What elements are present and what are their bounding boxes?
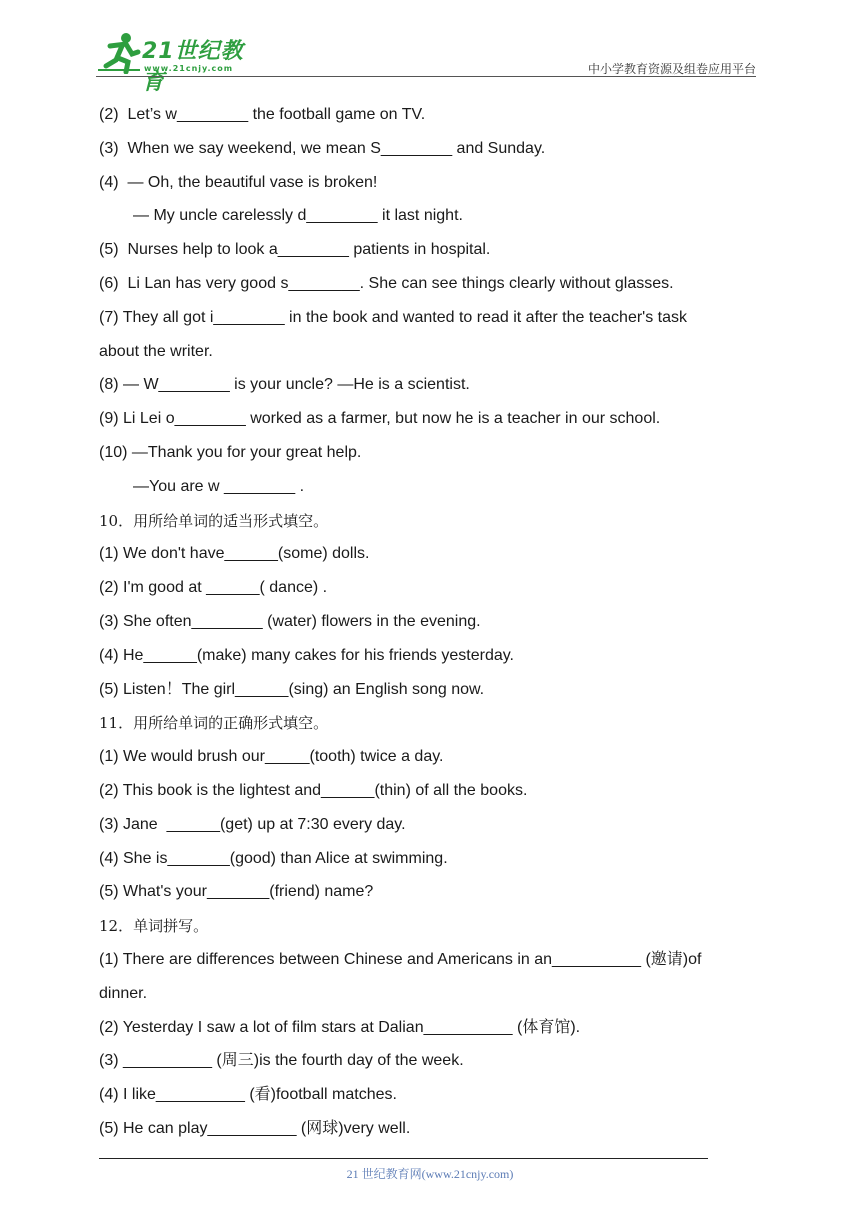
exercise-line: (5) What's your_______(friend) name?: [99, 883, 374, 901]
exercise-line: (1) There are differences between Chinese and Americans in an__________ (邀请)of: [99, 950, 702, 968]
section-heading: 10．用所给单词的适当形式填空。: [99, 511, 329, 530]
exercise-line: (2) This book is the lightest and______(thin) of all the books.: [99, 781, 528, 799]
exercise-line: (5) Nurses help to look a________ patients in hospital.: [99, 241, 491, 259]
page-header: [96, 30, 756, 95]
section-heading: 12．单词拼写。: [99, 917, 209, 936]
exercise-line: (4) — Oh, the beautiful vase is broken!: [99, 173, 378, 191]
logo-url: www.21cnjy.com: [144, 64, 234, 73]
exercise-line: (3) Jane ______(get) up at 7:30 every day.: [99, 815, 406, 833]
exercise-line: (2) Let’s w________ the football game on TV.: [99, 106, 426, 123]
logo-text: 21世纪教育: [142, 39, 244, 95]
exercise-line: (1) We don't have______(some) dolls.: [99, 545, 370, 563]
exercise-line: (9) Li Lei o________ worked as a farmer, but now he is a teacher in our school.: [99, 410, 661, 428]
exercise-line: about the writer.: [99, 342, 213, 360]
exercise-line: (2) I'm good at ______( dance) .: [99, 579, 328, 597]
exercise-line: (2) Yesterday I saw a lot of film stars at Dalian__________ (体育馆).: [99, 1018, 581, 1036]
exercise-line: (5) Listen！The girl______(sing) an English song now.: [99, 680, 485, 698]
header-platform-text: 中小学教育资源及组卷应用平台: [587, 62, 756, 76]
document-body: [99, 100, 759, 1148]
exercise-line: (5) He can play__________ (网球)very well.: [99, 1119, 411, 1137]
footer-divider: [99, 1158, 708, 1159]
exercise-line: — My uncle carelessly d________ it last night.: [133, 207, 463, 225]
exercise-line: (4) I like__________ (看)football matches.: [99, 1086, 397, 1104]
exercise-line: (3) She often________ (water) flowers in the evening.: [99, 612, 481, 630]
header-divider: [96, 76, 756, 77]
exercise-line: (4) He______(make) many cakes for his friends yesterday.: [99, 646, 514, 664]
exercise-line: (8) — W________ is your uncle? —He is a scientist.: [99, 376, 470, 394]
exercise-line: (4) She is_______(good) than Alice at swimming.: [99, 849, 448, 867]
exercise-line: (10) —Thank you for your great help.: [99, 443, 362, 461]
logo: [96, 30, 266, 95]
exercise-line: (6) Li Lan has very good s________. She can see things clearly without glasses.: [99, 274, 674, 292]
footer-text: 21 世纪教育网(www.21cnjy.com): [346, 1167, 514, 1181]
exercise-line: (3) __________ (周三)is the fourth day of the week.: [99, 1052, 464, 1070]
exercise-line: (7) They all got i________ in the book and wanted to read it after the teacher's task: [99, 308, 688, 326]
section-heading: 11．用所给单词的正确形式填空。: [99, 714, 329, 733]
exercise-line: (3) When we say weekend, we mean S________ and Sunday.: [99, 139, 546, 157]
runner-logo-icon: [96, 30, 142, 74]
exercise-line: —You are w ________ .: [133, 477, 305, 495]
exercise-line: (1) We would brush our_____(tooth) twice a day.: [99, 748, 444, 766]
exercise-line: dinner.: [99, 984, 148, 1002]
